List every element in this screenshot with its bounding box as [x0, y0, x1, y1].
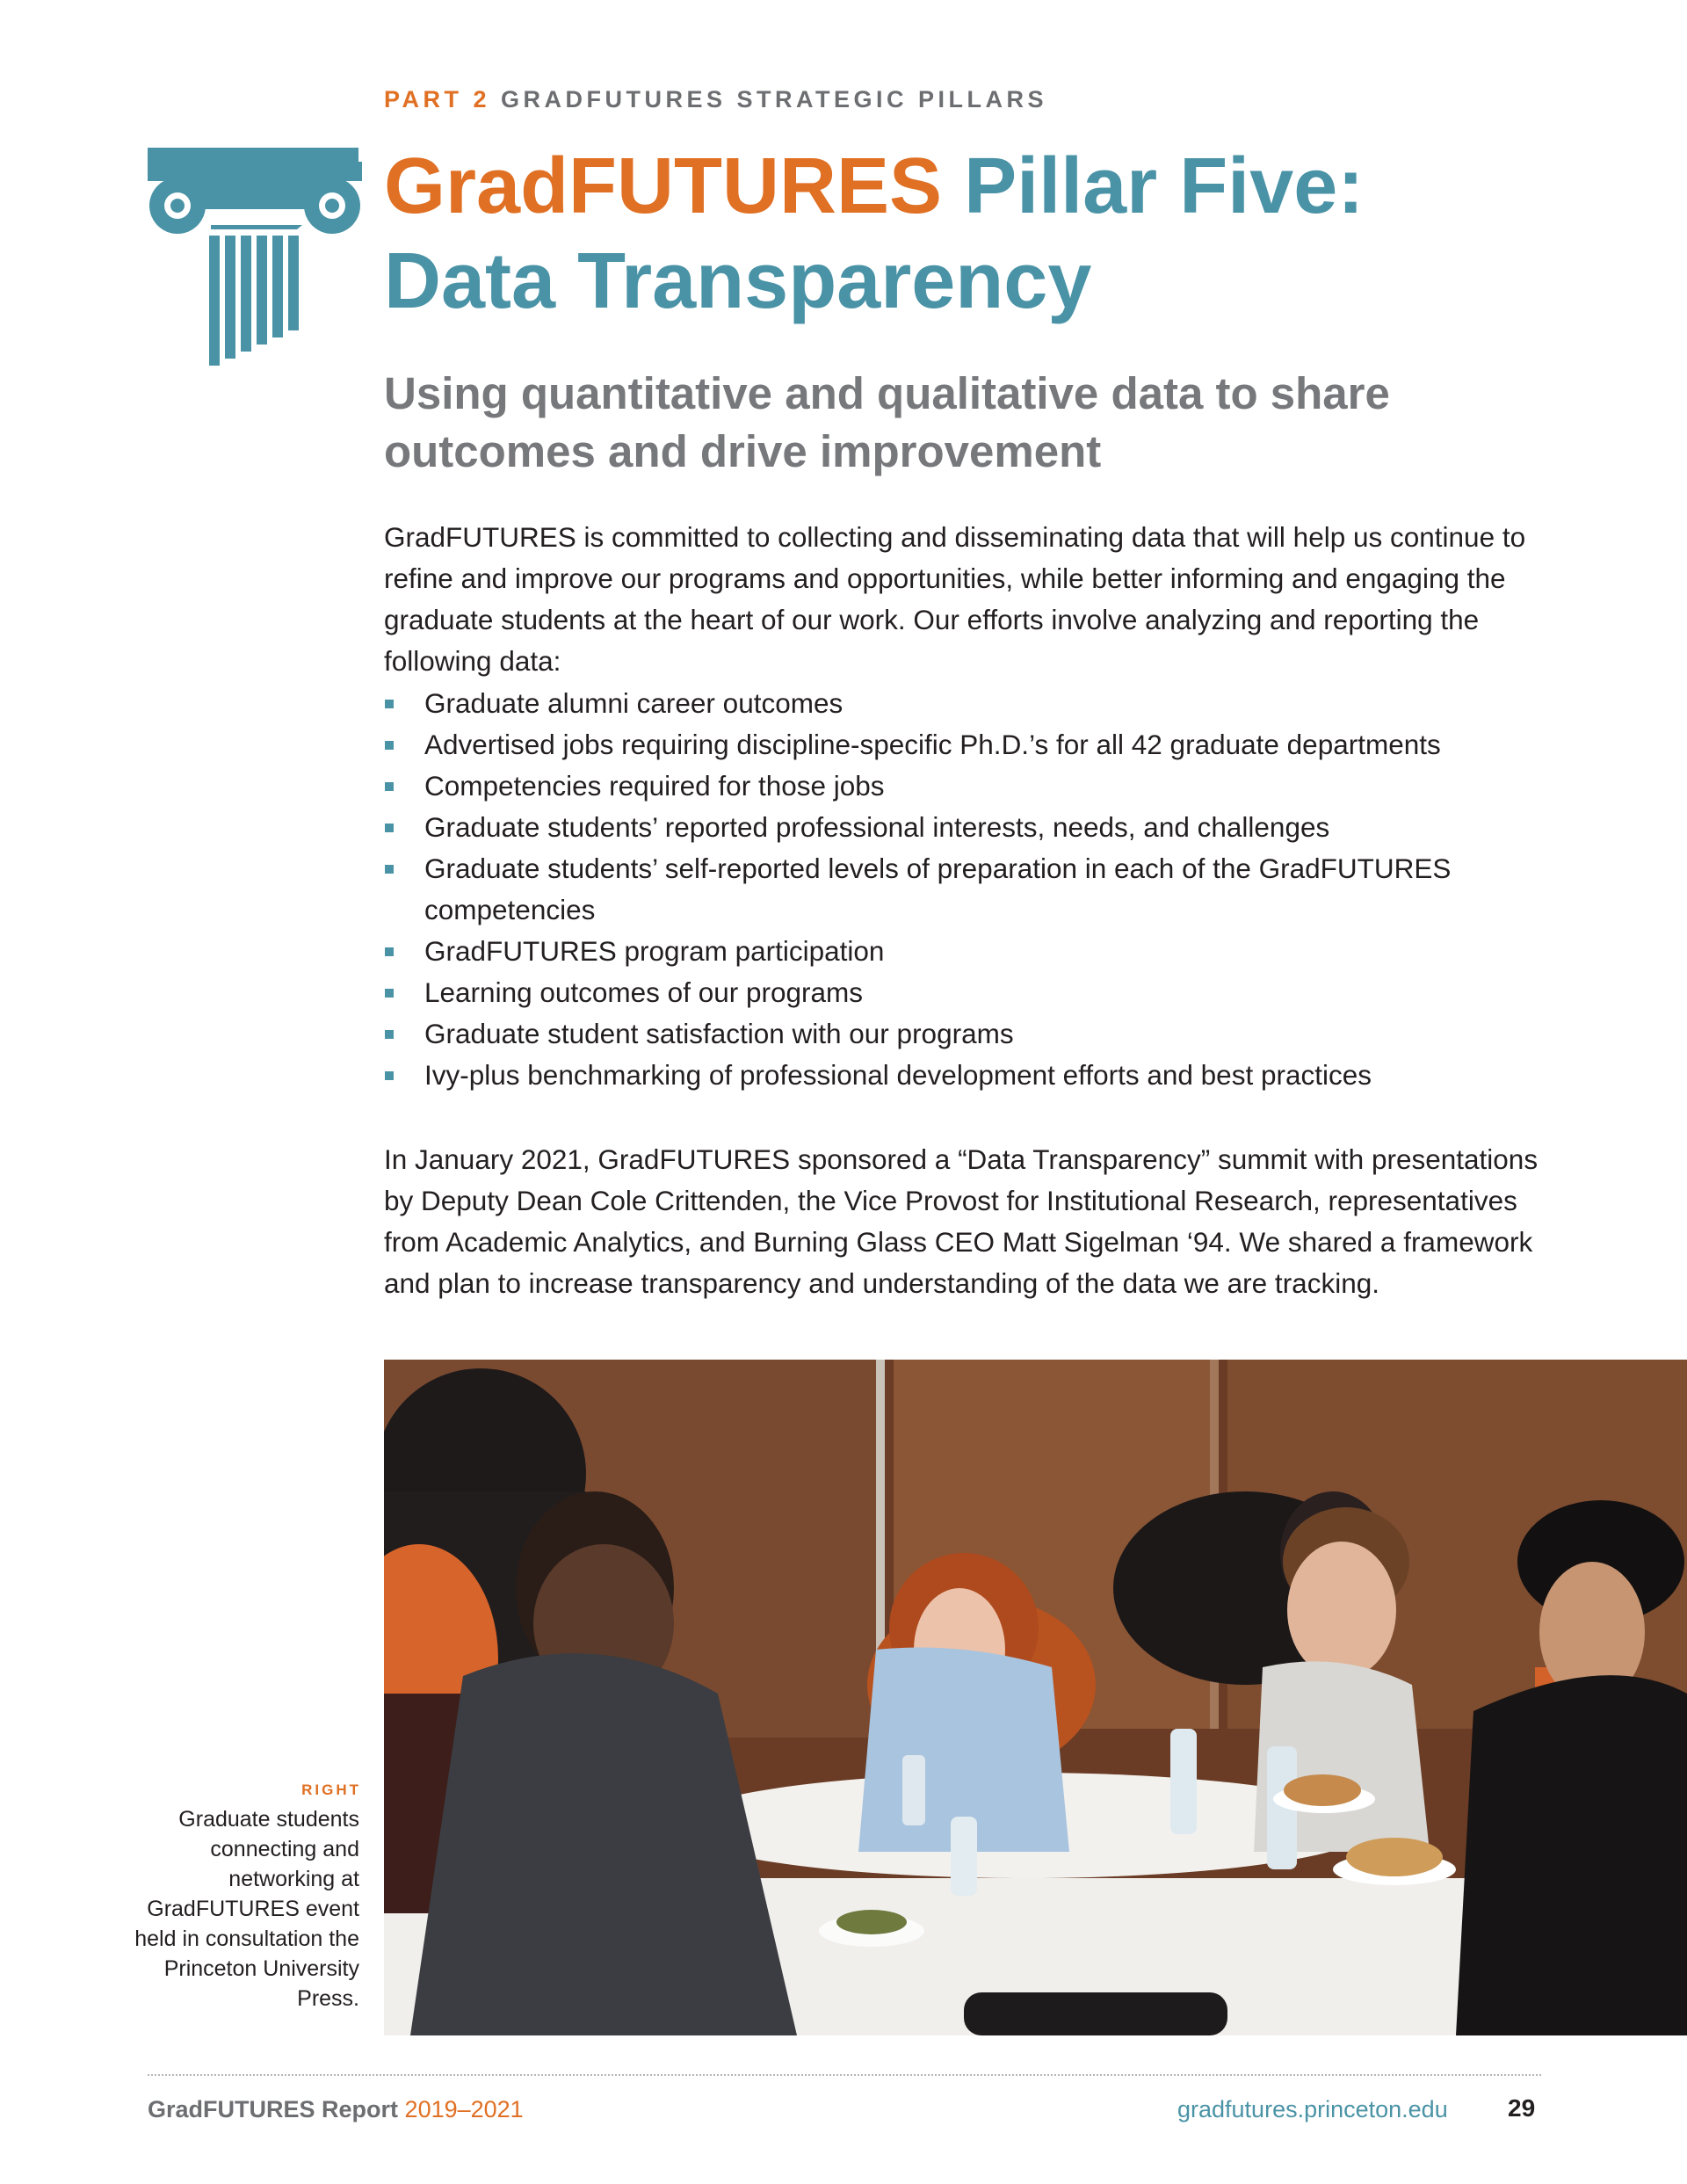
part-label: PART 2 [384, 86, 491, 112]
bullet-square-icon [385, 1071, 394, 1080]
footer-divider [148, 2074, 1541, 2076]
list-item [384, 931, 1544, 972]
list-item-text: Competencies required for those jobs [424, 770, 885, 802]
list-item-text: Graduate students’ reported professional interests, needs, and challenges [424, 811, 1330, 843]
event-photo [384, 1360, 1687, 2035]
bullet-square-icon [385, 700, 394, 708]
list-item-text: Advertised jobs requiring discipline-specific Ph.D.’s for all 42 graduate departments [424, 729, 1441, 760]
section-label: GRADFUTURES STRATEGIC PILLARS [501, 86, 1048, 112]
footer-report-title [148, 2096, 524, 2123]
list-item [384, 848, 1544, 931]
page-number: 29 [1508, 2094, 1536, 2122]
list-item-text: Graduate student satisfaction with our programs [424, 1018, 1014, 1049]
data-bullet-list [384, 683, 1544, 1096]
list-item [384, 1013, 1544, 1055]
section-kicker [384, 86, 1047, 113]
bullet-square-icon [385, 1030, 394, 1039]
list-item [384, 807, 1544, 848]
caption-label: RIGHT [301, 1781, 361, 1798]
photo-caption: Graduate students connecting and networking at GradFUTURES event held in consultation the Princeton University Press. [134, 1807, 359, 2011]
title-rest: Pillar Five: [964, 142, 1365, 230]
bullet-square-icon [385, 782, 394, 791]
page-title [384, 139, 1364, 329]
list-item-text: Graduate alumni career outcomes [424, 687, 844, 719]
list-item [384, 724, 1544, 765]
bullet-square-icon [385, 989, 394, 998]
event-photo-illustration [384, 1360, 1687, 2035]
footer-report-name: GradFUTURES Report [148, 2096, 399, 2122]
list-item [384, 765, 1544, 807]
footer-years: 2019–2021 [404, 2096, 524, 2122]
title-brand: GradFUTURES [384, 142, 943, 230]
list-item-text: Ivy-plus benchmarking of professional development efforts and best practices [424, 1059, 1372, 1091]
list-item [384, 1055, 1544, 1096]
summit-paragraph: In January 2021, GradFUTURES sponsored a “Data Transparency” summit with presentations by Deputy Dean Cole Crittenden, the Vice Provost for Institutional Research, representatives from Academic Analytics, and Burning Glass CEO Matt Sigelman ‘94. We shared a framework and plan to increase transparency and understanding of the data we are tracking. [384, 1143, 1539, 1299]
pillar-column-icon [148, 146, 362, 367]
intro-paragraph: GradFUTURES is committed to collecting and disseminating data that will help us continue to refine and improve our programs and opportunities, while better informing and engaging the graduate students at the heart of our work. Our efforts involve analyzing and reporting the following data: [384, 521, 1526, 677]
list-item [384, 972, 1544, 1013]
list-item-text: Learning outcomes of our programs [424, 976, 864, 1008]
footer-website-link[interactable]: gradfutures.princeton.edu [1177, 2096, 1448, 2122]
bullet-square-icon [385, 865, 394, 874]
bullet-square-icon [385, 741, 394, 750]
list-item [384, 683, 1544, 724]
list-item-text: Graduate students’ self-reported levels of preparation in each of the GradFUTURES competencies [424, 853, 1452, 925]
bullet-square-icon [385, 824, 394, 832]
list-item-text: GradFUTURES program participation [424, 935, 885, 967]
bullet-square-icon [385, 947, 394, 956]
title-line2: Data Transparency [384, 237, 1092, 325]
page-subtitle: Using quantitative and qualitative data to share outcomes and drive improvement [384, 368, 1390, 476]
